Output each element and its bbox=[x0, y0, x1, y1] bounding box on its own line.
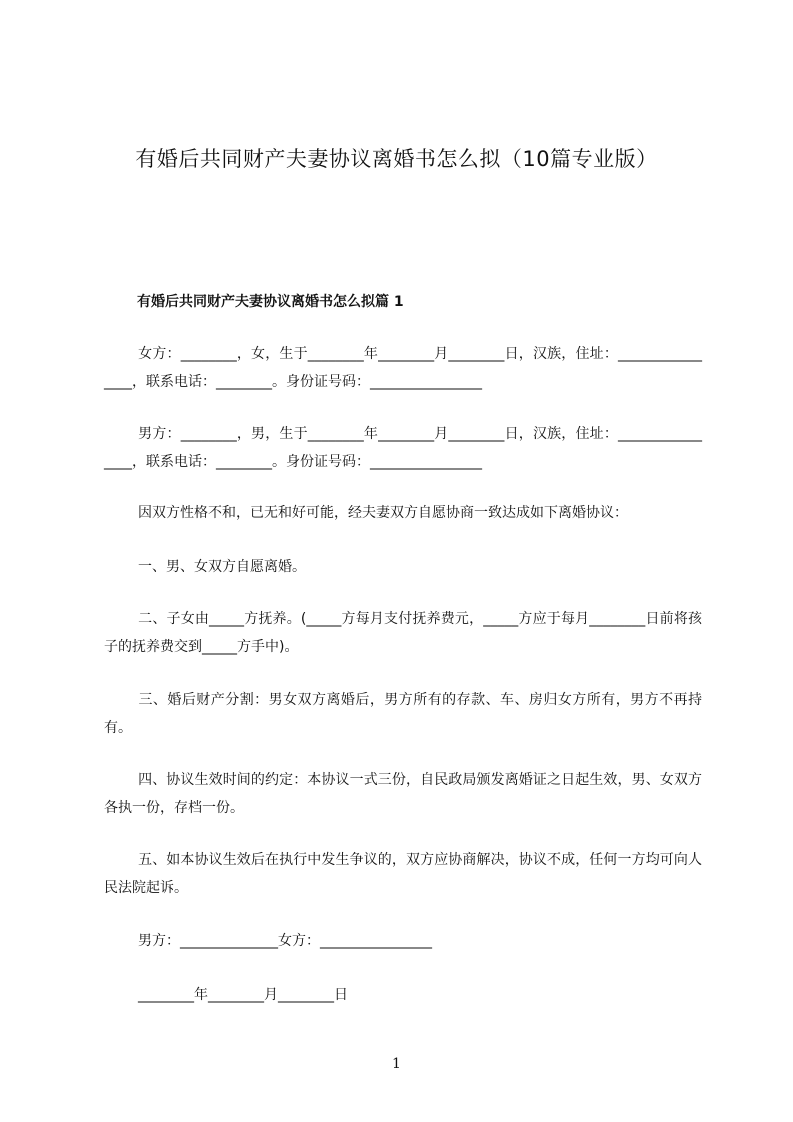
paragraph-text: 因双方性格不和，已无和好可能，经夫妻双方自愿协商一致达成如下离婚协议： bbox=[138, 505, 628, 521]
document-title: 有婚后共同财产夫妻协议离婚书怎么拟（10篇专业版） bbox=[135, 147, 658, 171]
paragraph-text: 男方：________，男，生于________年________月________日，汉族，住址：________________，联系电话：________。身份证号码：________________ bbox=[104, 426, 702, 470]
paragraph-text: ________年________月________日 bbox=[138, 987, 348, 1003]
paragraph-text: 女方：________，女，生于________年________月________日，汉族，住址：________________，联系电话：________。身份证号码：________________ bbox=[104, 346, 702, 390]
page-number: 1 bbox=[392, 1056, 401, 1072]
paragraph-text: 二、子女由_____方抚养。(_____方每月支付抚养费元，_____方应于每月________日前将孩子的抚养费交到_____方手中)。 bbox=[104, 611, 702, 655]
paragraph-clause-4 bbox=[104, 766, 702, 822]
paragraph-clause-1 bbox=[104, 553, 702, 581]
paragraph-preamble bbox=[104, 499, 702, 527]
paragraph-text: 四、协议生效时间的约定：本协议一式三份，自民政局颁发离婚证之日起生效，男、女双方各执一份，存档一份。 bbox=[104, 772, 702, 816]
paragraph-clause-3 bbox=[104, 686, 702, 742]
paragraph-female-party bbox=[104, 340, 702, 396]
section-heading: 有婚后共同财产夫妻协议离婚书怎么拟篇 1 bbox=[137, 294, 404, 310]
paragraph-text: 五、如本协议生效后在执行中发生争议的，双方应协商解决，协议不成，任何一方均可向人民法院起诉。 bbox=[104, 852, 702, 896]
paragraph-clause-2 bbox=[104, 605, 702, 661]
paragraph-text: 一、男、女双方自愿离婚。 bbox=[138, 559, 306, 575]
paragraph-clause-5 bbox=[104, 846, 702, 902]
paragraph-text: 三、婚后财产分割：男女双方离婚后，男方所有的存款、车、房归女方所有，男方不再持有。 bbox=[104, 692, 702, 736]
signature-line bbox=[104, 927, 702, 955]
paragraph-male-party bbox=[104, 420, 702, 476]
paragraph-text: 男方：______________女方：________________ bbox=[138, 933, 432, 949]
date-line bbox=[104, 981, 702, 1009]
